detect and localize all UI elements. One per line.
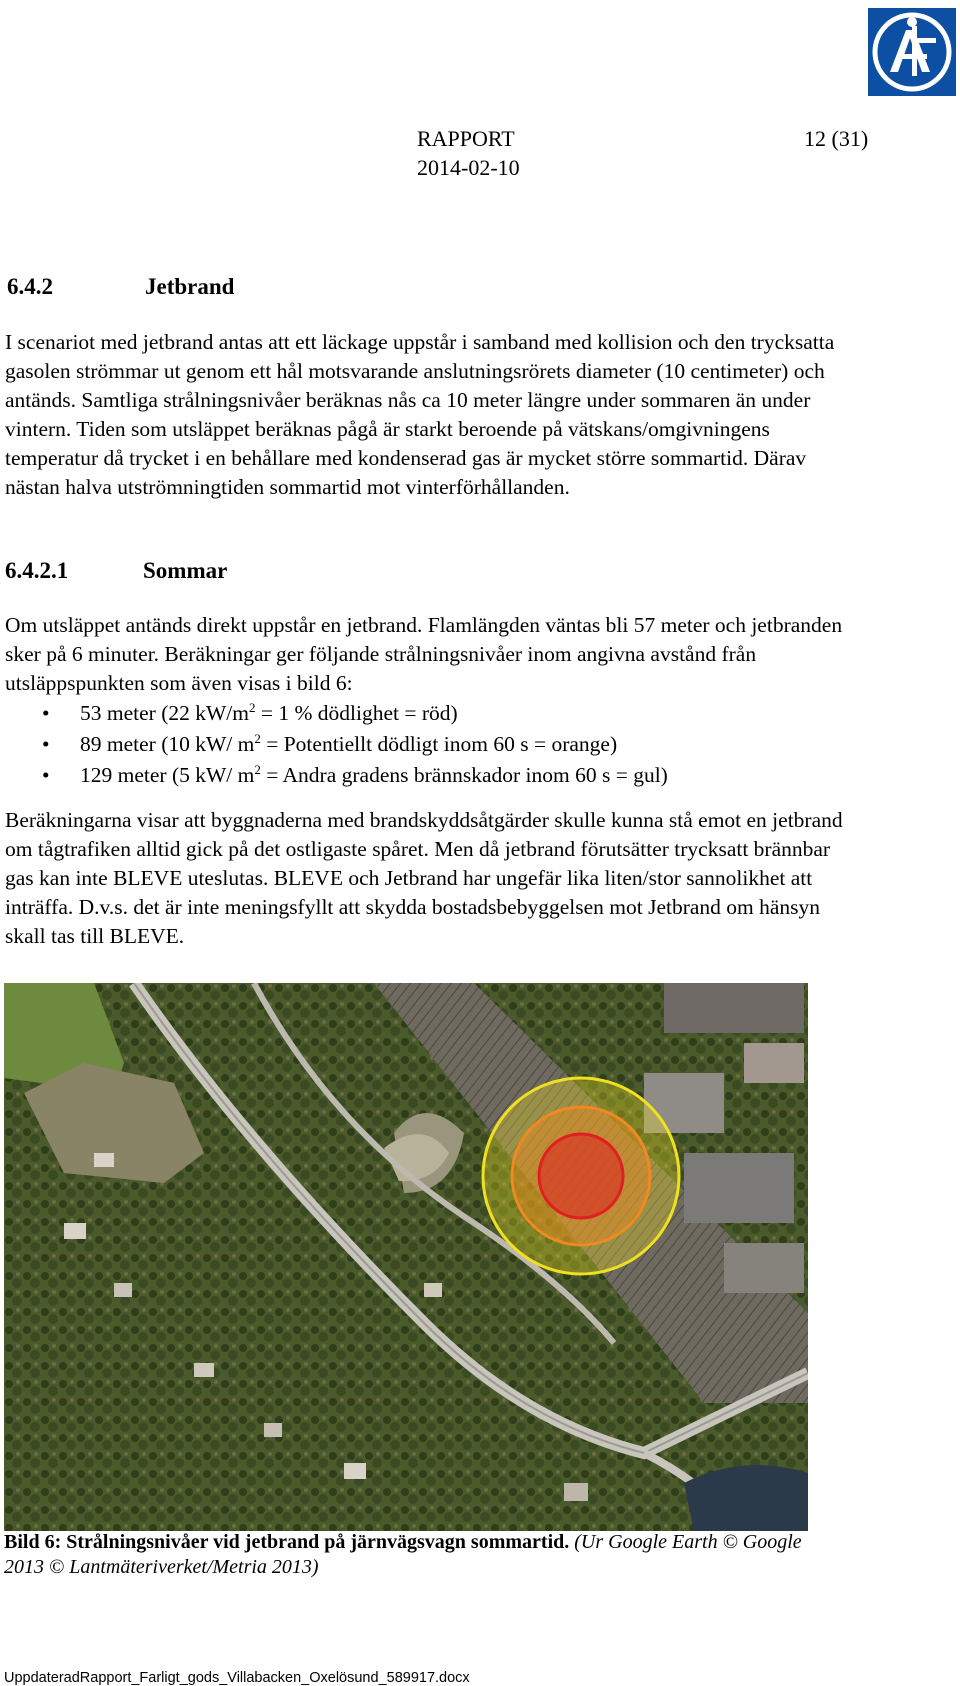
subsection-title: Sommar xyxy=(143,558,228,583)
caption-source: (Ur Google Earth © Google 2013 © Lantmäteriverket/Metria 2013) xyxy=(4,1531,802,1578)
list-item: • 89 meter (10 kW/ $m^2$ = Potentiellt dödligt inom 60 s = orange) xyxy=(4,729,854,760)
subsection-intro: Om utsläppet antänds direkt uppstår en jetbrand. Flamlängden väntas bli 57 meter och jetbranden sker på 6 minuter. Beräkningar ger följande strålningsnivåer inom angivna avstånd från utsläppspunkten som även visas i bild 6: xyxy=(5,613,843,695)
report-date: 2014-02-10 xyxy=(417,155,520,180)
subsection-number: 6.4.2.1 xyxy=(5,558,69,583)
section-paragraph: I scenariot med jetbrand antas att ett läckage uppstår i samband med kollision och den trycksatta gasolen strömmar ut genom ett hål motsvarande anslutningsrörets diameter (10 centimeter) och antänds. Samtliga strålningsnivåer beräknas nås ca 10 meter längre under sommaren än under vintern. Tiden som utsläppet beräknas pågå är starkt beroende på vätskans/omgivningens temperatur då trycket i en behållare med kondenserad gas är mycket större sommartid. Därav nästan halva utströmningtiden sommartid mot vinterförhållanden. xyxy=(5,330,835,499)
bullet-symbol: • xyxy=(42,732,50,756)
bullet-symbol: • xyxy=(42,701,50,725)
radiation-levels-list xyxy=(4,698,854,791)
section-heading xyxy=(7,274,234,300)
report-label: RAPPORT xyxy=(417,126,515,151)
section-title: Jetbrand xyxy=(145,274,235,299)
conclusion-paragraph: Beräkningarna visar att byggnaderna med brandskyddsåtgärder skulle kunna stå emot en jetbrand om tågtrafiken alltid gick på det ostligaste spåret. Men då jetbrand förutsätter trycksatt brännbar gas kan inte BLEVE uteslutas. BLEVE och Jetbrand har ungefär lika liten/stor sannolikhet att inträffa. D.v.s. det är inte meningsfyllt att skydda bostadsbebyggelsen mot Jetbrand om hänsyn skall tas till BLEVE. xyxy=(5,808,843,948)
subsection-heading xyxy=(5,558,227,584)
section-number: 6.4.2 xyxy=(7,274,53,299)
footer-filename: UppdateradRapport_Farligt_gods_Villabacken_Oxelösund_589917.docx xyxy=(4,1670,470,1686)
list-item: • 129 meter (5 kW/ $m^2$ = Andra gradens brännskador inom 60 s = gul) xyxy=(4,760,854,791)
caption-title: Bild 6: Strålningsnivåer vid jetbrand på järnvägsvagn sommartid. xyxy=(4,1531,570,1553)
page-number: 12 (31) xyxy=(804,126,869,151)
bullet-symbol: • xyxy=(42,763,50,787)
aerial-map-figure xyxy=(4,983,808,1531)
figure-caption xyxy=(4,1530,824,1580)
company-logo xyxy=(868,8,956,96)
list-item: • 53 meter (22 $kW/m^2 = 1$ % dödlighet = röd) xyxy=(4,698,854,729)
